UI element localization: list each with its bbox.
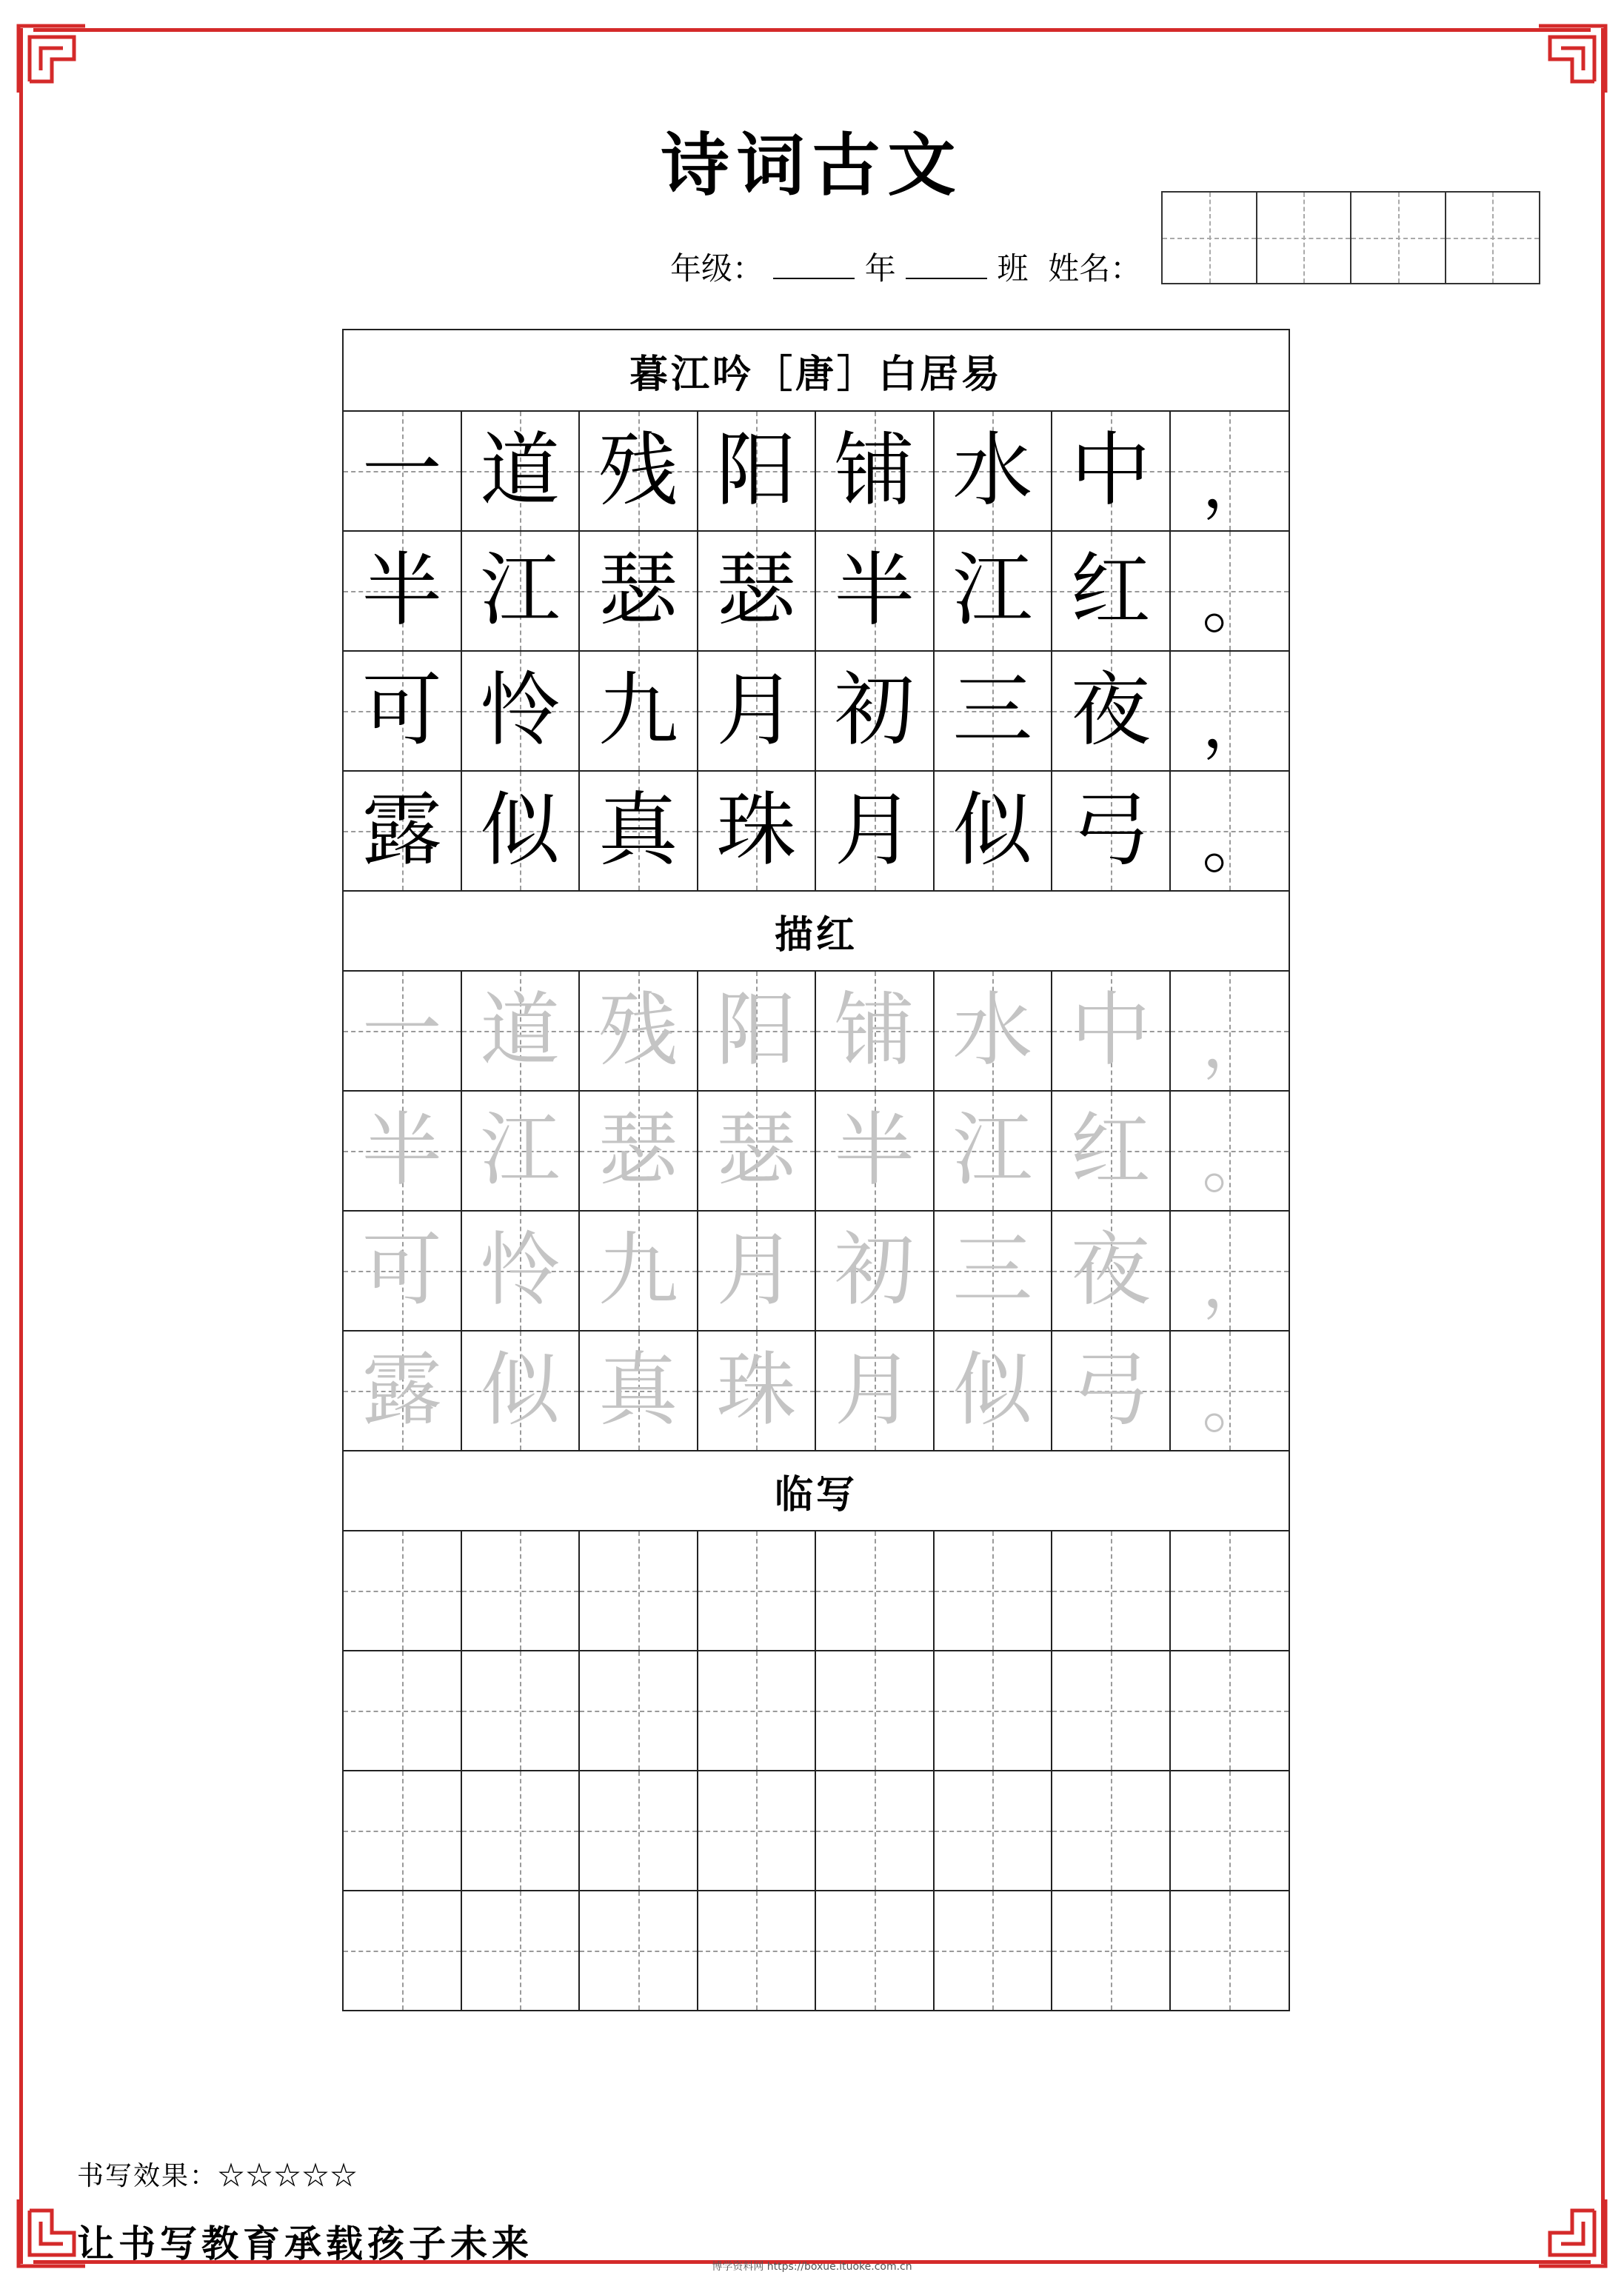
trace-section bbox=[344, 972, 1289, 1451]
copy-cell[interactable] bbox=[344, 1531, 462, 1650]
copy-cell[interactable] bbox=[462, 1531, 581, 1650]
poem-char: 江 bbox=[480, 544, 561, 637]
poem-cell bbox=[816, 412, 935, 530]
copy-cell[interactable] bbox=[1171, 1891, 1289, 2010]
copy-cell[interactable] bbox=[344, 1651, 462, 1770]
grade-blank[interactable] bbox=[773, 251, 855, 279]
copy-cell[interactable] bbox=[698, 1771, 817, 1890]
trace-char: 真 bbox=[598, 1344, 678, 1437]
trace-cell bbox=[698, 1332, 817, 1450]
trace-cell bbox=[462, 1212, 581, 1330]
trace-char: 中 bbox=[1070, 984, 1151, 1077]
trace-char: 水 bbox=[952, 984, 1033, 1077]
student-info-line bbox=[670, 244, 1141, 289]
class-blank[interactable] bbox=[906, 251, 987, 279]
grade-label: 年级： bbox=[670, 250, 764, 287]
trace-char: 珠 bbox=[716, 1344, 797, 1437]
corner-ornament-top-right bbox=[1535, 22, 1609, 96]
poem-cell bbox=[580, 652, 698, 770]
name-cell[interactable] bbox=[1351, 193, 1446, 283]
slogan: 让书写教育承载孩子未来 bbox=[77, 2222, 533, 2265]
trace-char: 月 bbox=[716, 1224, 797, 1317]
poem-row bbox=[344, 772, 1289, 892]
trace-char: 怜 bbox=[480, 1224, 561, 1317]
trace-char: 月 bbox=[834, 1344, 915, 1437]
poem-char: 九 bbox=[598, 664, 678, 757]
poem-cell bbox=[698, 412, 817, 530]
copy-cell[interactable] bbox=[580, 1891, 698, 2010]
poem-char: 三 bbox=[952, 664, 1033, 757]
trace-char: 一 bbox=[361, 984, 442, 1077]
name-cell[interactable] bbox=[1163, 193, 1257, 283]
trace-char: 初 bbox=[834, 1224, 915, 1317]
copy-cell[interactable] bbox=[1171, 1531, 1289, 1650]
trace-cell bbox=[816, 1212, 935, 1330]
poem-cell bbox=[344, 772, 462, 890]
trace-cell bbox=[1171, 1212, 1289, 1330]
poem-row bbox=[344, 412, 1289, 532]
poem-char: 一 bbox=[361, 424, 442, 517]
poem-row bbox=[344, 652, 1289, 772]
trace-char: 铺 bbox=[834, 984, 915, 1077]
poem-char: 露 bbox=[361, 784, 442, 877]
copy-cell[interactable] bbox=[1052, 1891, 1171, 2010]
trace-cell bbox=[580, 1212, 698, 1330]
trace-char: 瑟 bbox=[598, 1104, 678, 1197]
poem-cell bbox=[698, 532, 817, 650]
trace-heading: 描红 bbox=[344, 892, 1289, 972]
poem-cell bbox=[698, 652, 817, 770]
poem-char: 似 bbox=[952, 784, 1033, 877]
poem-char: 半 bbox=[834, 544, 915, 637]
name-cell[interactable] bbox=[1446, 193, 1540, 283]
trace-char: 似 bbox=[480, 1344, 561, 1437]
trace-char: 。 bbox=[1202, 1125, 1269, 1203]
trace-cell bbox=[462, 1092, 581, 1210]
name-label: 姓名： bbox=[1048, 250, 1142, 287]
trace-cell bbox=[344, 1212, 462, 1330]
poem-char: 半 bbox=[361, 544, 442, 637]
copy-row bbox=[344, 1891, 1289, 2010]
trace-char: 夜 bbox=[1070, 1224, 1151, 1317]
trace-cell bbox=[1171, 1332, 1289, 1450]
poem-cell bbox=[816, 532, 935, 650]
copy-cell[interactable] bbox=[698, 1891, 817, 2010]
poem-char: ， bbox=[1202, 445, 1269, 523]
poem-heading: 暮江吟［唐］白居易 bbox=[344, 330, 1289, 412]
trace-char: 三 bbox=[952, 1224, 1033, 1317]
trace-char: 九 bbox=[598, 1224, 678, 1317]
copy-cell[interactable] bbox=[698, 1531, 817, 1650]
poem-cell bbox=[698, 772, 817, 890]
trace-cell bbox=[698, 1212, 817, 1330]
trace-char: 似 bbox=[952, 1344, 1033, 1437]
poem-section bbox=[344, 412, 1289, 892]
name-grid[interactable] bbox=[1161, 191, 1540, 284]
trace-char: ， bbox=[1202, 1005, 1269, 1083]
poem-row bbox=[344, 532, 1289, 652]
class-suffix: 班 bbox=[997, 250, 1029, 287]
trace-row bbox=[344, 1092, 1289, 1212]
copy-cell[interactable] bbox=[580, 1531, 698, 1650]
poem-char: 阳 bbox=[716, 424, 797, 517]
trace-cell bbox=[816, 972, 935, 1090]
poem-char: 真 bbox=[598, 784, 678, 877]
trace-cell bbox=[935, 1332, 1053, 1450]
trace-char: 江 bbox=[480, 1104, 561, 1197]
copy-cell[interactable] bbox=[344, 1771, 462, 1890]
copy-cell[interactable] bbox=[1171, 1771, 1289, 1890]
poem-cell bbox=[1171, 772, 1289, 890]
copy-cell[interactable] bbox=[1052, 1651, 1171, 1770]
copy-cell[interactable] bbox=[816, 1771, 935, 1890]
poem-cell bbox=[462, 652, 581, 770]
poem-char: 中 bbox=[1070, 424, 1151, 517]
poem-char: 道 bbox=[480, 424, 561, 517]
frame-top bbox=[33, 28, 1591, 32]
trace-cell bbox=[935, 1212, 1053, 1330]
copy-cell[interactable] bbox=[935, 1531, 1053, 1650]
poem-cell bbox=[580, 532, 698, 650]
copy-cell[interactable] bbox=[816, 1651, 935, 1770]
trace-cell bbox=[698, 972, 817, 1090]
trace-row bbox=[344, 1332, 1289, 1451]
trace-cell bbox=[935, 1092, 1053, 1210]
poem-char: 弓 bbox=[1070, 784, 1151, 877]
poem-cell bbox=[462, 532, 581, 650]
poem-cell bbox=[935, 772, 1053, 890]
practice-sheet bbox=[342, 329, 1290, 2011]
trace-cell bbox=[1052, 1212, 1171, 1330]
copy-cell[interactable] bbox=[935, 1891, 1053, 2010]
poem-cell bbox=[1052, 532, 1171, 650]
trace-char: 半 bbox=[834, 1104, 915, 1197]
copy-cell[interactable] bbox=[462, 1891, 581, 2010]
poem-char: 瑟 bbox=[716, 544, 797, 637]
copy-cell[interactable] bbox=[462, 1651, 581, 1770]
trace-char: 露 bbox=[361, 1344, 442, 1437]
trace-cell bbox=[344, 972, 462, 1090]
copy-cell[interactable] bbox=[698, 1651, 817, 1770]
poem-char: 怜 bbox=[480, 664, 561, 757]
trace-char: 可 bbox=[361, 1224, 442, 1317]
poem-char: 。 bbox=[1202, 565, 1269, 643]
writing-rating: 书写效果：☆☆☆☆☆ bbox=[77, 2161, 359, 2191]
poem-char: 红 bbox=[1070, 544, 1151, 637]
copy-cell[interactable] bbox=[816, 1891, 935, 2010]
poem-cell bbox=[1171, 652, 1289, 770]
trace-cell bbox=[1171, 1092, 1289, 1210]
poem-cell bbox=[344, 652, 462, 770]
poem-char: ， bbox=[1202, 685, 1269, 763]
poem-cell bbox=[1171, 412, 1289, 530]
poem-char: 水 bbox=[952, 424, 1033, 517]
trace-cell bbox=[344, 1332, 462, 1450]
trace-char: 江 bbox=[952, 1104, 1033, 1197]
poem-cell bbox=[344, 412, 462, 530]
poem-char: 月 bbox=[716, 664, 797, 757]
trace-char: 半 bbox=[361, 1104, 442, 1197]
copy-row bbox=[344, 1531, 1289, 1651]
poem-cell bbox=[1052, 412, 1171, 530]
poem-cell bbox=[580, 412, 698, 530]
poem-char: 瑟 bbox=[598, 544, 678, 637]
poem-char: 铺 bbox=[834, 424, 915, 517]
page-title: 诗词古文 bbox=[661, 125, 963, 205]
trace-cell bbox=[816, 1332, 935, 1450]
copy-cell[interactable] bbox=[1052, 1531, 1171, 1650]
trace-char: 残 bbox=[598, 984, 678, 1077]
year-suffix: 年 bbox=[864, 250, 896, 287]
poem-char: 月 bbox=[834, 784, 915, 877]
poem-cell bbox=[816, 652, 935, 770]
trace-cell bbox=[344, 1092, 462, 1210]
poem-cell bbox=[344, 532, 462, 650]
footer-watermark: 博学资料网 https://boxue.ituoke.com.cn bbox=[712, 2261, 912, 2273]
poem-cell bbox=[580, 772, 698, 890]
copy-cell[interactable] bbox=[816, 1531, 935, 1650]
copy-cell[interactable] bbox=[580, 1771, 698, 1890]
poem-cell bbox=[816, 772, 935, 890]
poem-cell bbox=[1052, 652, 1171, 770]
poem-char: 夜 bbox=[1070, 664, 1151, 757]
poem-cell bbox=[1052, 772, 1171, 890]
trace-cell bbox=[1052, 972, 1171, 1090]
trace-char: 弓 bbox=[1070, 1344, 1151, 1437]
poem-cell bbox=[935, 412, 1053, 530]
trace-char: 阳 bbox=[716, 984, 797, 1077]
poem-char: 可 bbox=[361, 664, 442, 757]
trace-cell bbox=[1052, 1332, 1171, 1450]
trace-row bbox=[344, 1212, 1289, 1332]
copy-cell[interactable] bbox=[935, 1651, 1053, 1770]
poem-cell bbox=[462, 412, 581, 530]
frame-left bbox=[19, 28, 23, 2264]
trace-cell bbox=[462, 972, 581, 1090]
poem-char: 江 bbox=[952, 544, 1033, 637]
trace-cell bbox=[580, 972, 698, 1090]
trace-char: 。 bbox=[1202, 1365, 1269, 1443]
copy-cell[interactable] bbox=[935, 1771, 1053, 1890]
frame-right bbox=[1601, 28, 1605, 2264]
copy-cell[interactable] bbox=[580, 1651, 698, 1770]
poem-char: 初 bbox=[834, 664, 915, 757]
poem-cell bbox=[935, 532, 1053, 650]
trace-char: 道 bbox=[480, 984, 561, 1077]
poem-cell bbox=[1171, 532, 1289, 650]
copy-heading: 临写 bbox=[344, 1451, 1289, 1531]
copy-cell[interactable] bbox=[1052, 1771, 1171, 1890]
trace-cell bbox=[698, 1092, 817, 1210]
poem-char: 似 bbox=[480, 784, 561, 877]
corner-ornament-top-left bbox=[15, 22, 89, 96]
copy-row bbox=[344, 1771, 1289, 1891]
trace-char: 瑟 bbox=[716, 1104, 797, 1197]
poem-cell bbox=[462, 772, 581, 890]
trace-cell bbox=[462, 1332, 581, 1450]
trace-cell bbox=[816, 1092, 935, 1210]
copy-section bbox=[344, 1531, 1289, 2010]
copy-cell[interactable] bbox=[344, 1891, 462, 2010]
trace-row bbox=[344, 972, 1289, 1092]
copy-cell[interactable] bbox=[1171, 1651, 1289, 1770]
copy-row bbox=[344, 1651, 1289, 1771]
trace-cell bbox=[580, 1092, 698, 1210]
trace-cell bbox=[1052, 1092, 1171, 1210]
trace-char: ， bbox=[1202, 1245, 1269, 1323]
trace-char: 红 bbox=[1070, 1104, 1151, 1197]
trace-cell bbox=[935, 972, 1053, 1090]
trace-cell bbox=[1171, 972, 1289, 1090]
poem-char: 。 bbox=[1202, 805, 1269, 883]
poem-char: 珠 bbox=[716, 784, 797, 877]
copy-cell[interactable] bbox=[462, 1771, 581, 1890]
trace-cell bbox=[580, 1332, 698, 1450]
poem-cell bbox=[935, 652, 1053, 770]
name-cell[interactable] bbox=[1257, 193, 1352, 283]
poem-char: 残 bbox=[598, 424, 678, 517]
